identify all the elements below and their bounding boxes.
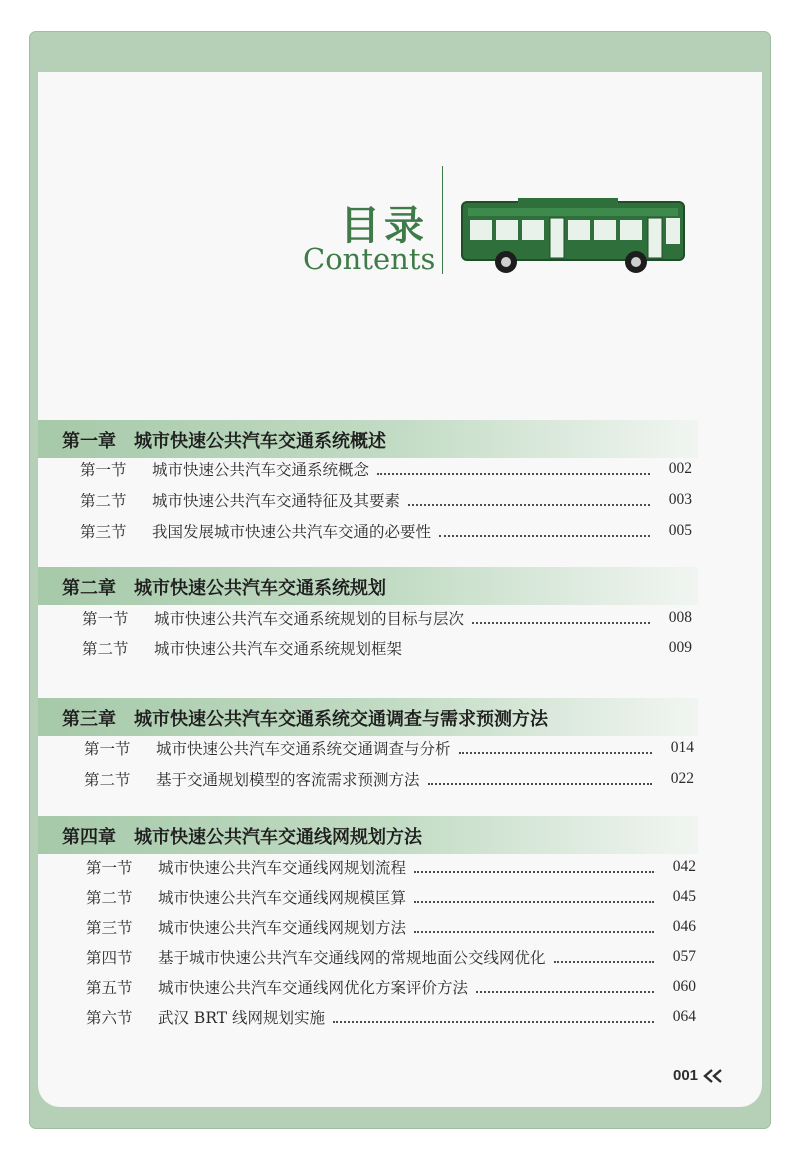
toc-entry[interactable] xyxy=(86,854,696,880)
chapter-number: 第二章 xyxy=(62,578,116,599)
chapter-number: 第三章 xyxy=(62,709,116,730)
title-divider xyxy=(442,166,443,274)
section-title: 城市快速公共汽车交通特征及其要素 xyxy=(152,492,401,510)
toc-entry[interactable] xyxy=(80,518,692,544)
page-number: 002 xyxy=(668,460,692,477)
chapter-name: 城市快速公共汽车交通系统规划 xyxy=(134,578,386,599)
chapter-3-bar xyxy=(38,698,698,736)
page-number: 057 xyxy=(672,948,696,965)
page-number: 005 xyxy=(668,522,692,539)
section-number: 第二节 xyxy=(82,640,129,658)
chapter-4-bar xyxy=(38,816,698,854)
toc-entry[interactable] xyxy=(80,487,692,513)
toc-entry[interactable] xyxy=(86,944,696,970)
page-number: 009 xyxy=(668,639,692,656)
chapter-name: 城市快速公共汽车交通系统交通调查与需求预测方法 xyxy=(134,709,548,730)
page-number: 003 xyxy=(668,491,692,508)
page-number: 064 xyxy=(672,1008,696,1025)
toc-entry[interactable] xyxy=(86,914,696,940)
dot-leader xyxy=(414,900,654,903)
page-number: 046 xyxy=(672,918,696,935)
toc-entry[interactable] xyxy=(82,605,692,631)
section-number: 第一节 xyxy=(84,740,131,758)
section-number: 第二节 xyxy=(80,492,127,510)
section-number: 第四节 xyxy=(86,949,133,967)
contents-title-chinese: 目录 xyxy=(340,202,428,249)
chapter-name: 城市快速公共汽车交通系统概述 xyxy=(134,431,386,452)
chapter-name: 城市快速公共汽车交通线网规划方法 xyxy=(134,827,422,848)
toc-entry[interactable] xyxy=(86,884,696,910)
section-number: 第三节 xyxy=(80,523,127,541)
dot-leader xyxy=(333,1020,654,1023)
section-title: 城市快速公共汽车交通系统概念 xyxy=(152,461,370,479)
section-number: 第一节 xyxy=(82,610,129,628)
section-title: 基于交通规划模型的客流需求预测方法 xyxy=(156,771,420,789)
section-number: 第一节 xyxy=(80,461,127,479)
toc-entry[interactable] xyxy=(86,974,696,1000)
dot-leader xyxy=(554,960,654,963)
section-title: 城市快速公共汽车交通系统规划框架 xyxy=(154,640,403,658)
dot-leader xyxy=(414,870,654,873)
folio-number: 001 xyxy=(673,1067,699,1084)
page-folio xyxy=(673,1067,724,1084)
toc-entry[interactable] xyxy=(84,766,694,792)
double-chevron-left-icon xyxy=(702,1069,724,1083)
dot-leader xyxy=(428,782,652,785)
bus-icon xyxy=(458,196,690,276)
dot-leader xyxy=(472,621,650,624)
chapter-2-title[interactable] xyxy=(62,574,386,600)
section-title: 武汉 BRT 线网规划实施 xyxy=(158,1009,325,1027)
section-number: 第六节 xyxy=(86,1009,133,1027)
chapter-4-title[interactable] xyxy=(62,823,422,849)
toc-entry[interactable] xyxy=(82,635,692,661)
page-number: 008 xyxy=(668,609,692,626)
section-number: 第二节 xyxy=(84,771,131,789)
dot-leader xyxy=(476,990,654,993)
chapter-1-title[interactable] xyxy=(62,427,386,453)
section-title: 城市快速公共汽车交通线网规划流程 xyxy=(158,859,407,877)
section-title: 城市快速公共汽车交通线网规模匡算 xyxy=(158,889,407,907)
section-title: 城市快速公共汽车交通系统规划的目标与层次 xyxy=(154,610,465,628)
dot-leader xyxy=(414,930,654,933)
section-title: 城市快速公共汽车交通系统交通调查与分析 xyxy=(156,740,451,758)
section-title: 我国发展城市快速公共汽车交通的必要性 xyxy=(152,523,432,541)
page-number: 014 xyxy=(670,739,694,756)
section-number: 第一节 xyxy=(86,859,133,877)
section-title: 基于城市快速公共汽车交通线网的常规地面公交线网优化 xyxy=(158,949,546,967)
section-title: 城市快速公共汽车交通线网规划方法 xyxy=(158,919,407,937)
chapter-2-bar xyxy=(38,567,698,605)
chapter-1-bar xyxy=(38,420,698,458)
contents-title-english: Contents xyxy=(303,242,436,276)
page-number: 060 xyxy=(672,978,696,995)
dot-leader xyxy=(408,503,650,506)
section-title: 城市快速公共汽车交通线网优化方案评价方法 xyxy=(158,979,469,997)
section-number: 第五节 xyxy=(86,979,133,997)
page-number: 022 xyxy=(670,770,694,787)
chapter-3-title[interactable] xyxy=(62,705,548,731)
chapter-number: 第四章 xyxy=(62,827,116,848)
toc-entry[interactable] xyxy=(84,735,694,761)
dot-leader xyxy=(459,751,652,754)
section-number: 第三节 xyxy=(86,919,133,937)
toc-entry[interactable] xyxy=(80,456,692,482)
toc-entry[interactable] xyxy=(86,1004,696,1030)
dot-leader xyxy=(439,534,650,537)
page-number: 045 xyxy=(672,888,696,905)
page-number: 042 xyxy=(672,858,696,875)
dot-leader xyxy=(377,472,650,475)
chapter-number: 第一章 xyxy=(62,431,116,452)
section-number: 第二节 xyxy=(86,889,133,907)
